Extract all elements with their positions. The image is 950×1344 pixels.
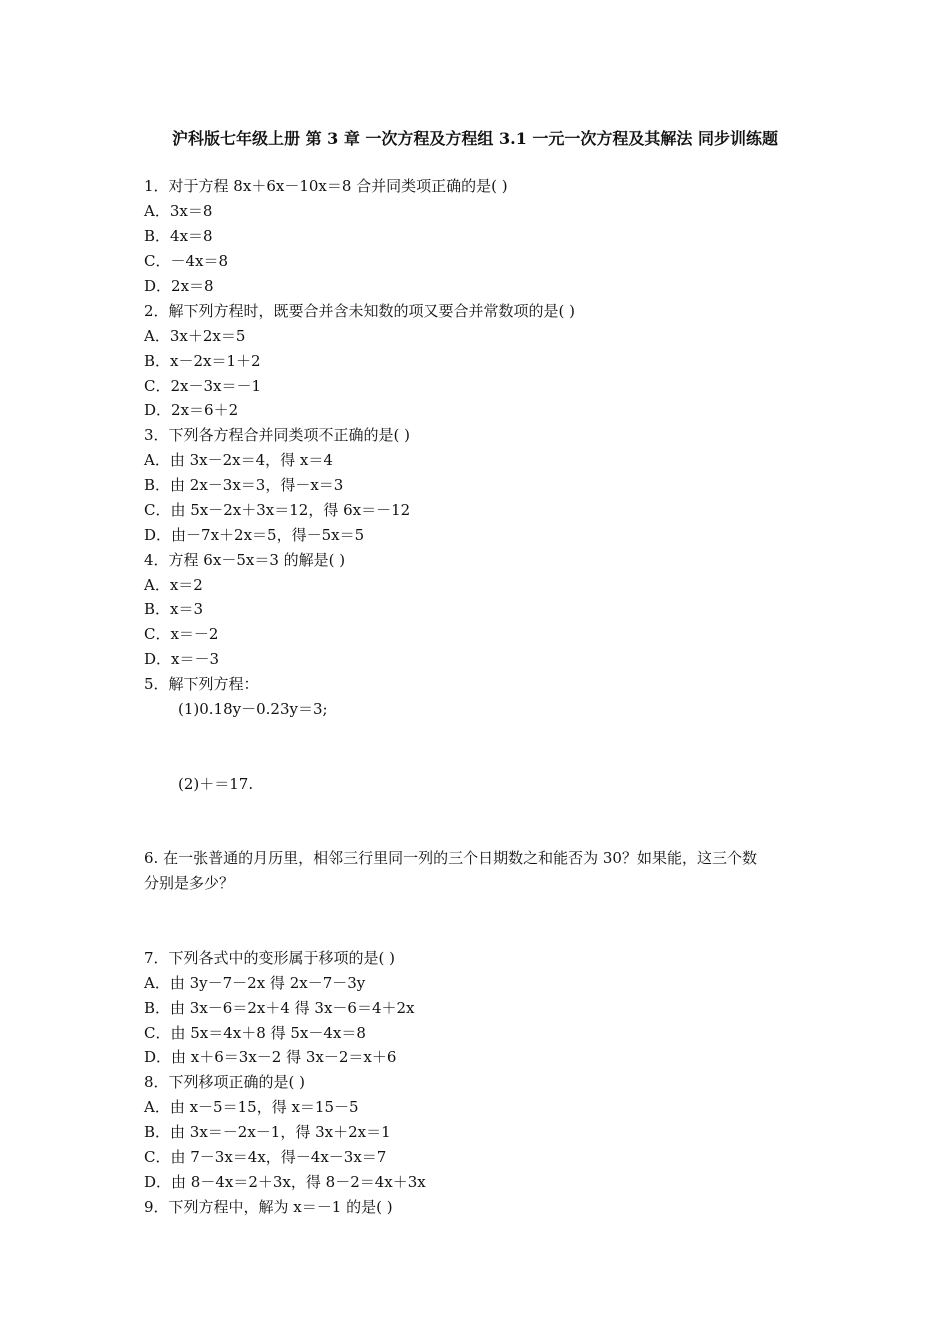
question-2-option-d: D．2x＝6＋2 bbox=[144, 401, 239, 419]
question-3-option-b: B．由 2x－3x＝3，得－x＝3 bbox=[144, 476, 344, 494]
question-8-stem: 8．下列移项正确的是( ) bbox=[144, 1073, 306, 1091]
question-3-stem: 3．下列各方程合并同类项不正确的是( ) bbox=[144, 426, 411, 444]
question-1-option-c: C．－4x＝8 bbox=[144, 252, 229, 270]
question-4-option-a: A．x＝2 bbox=[144, 576, 203, 594]
question-1-option-d: D．2x＝8 bbox=[144, 277, 214, 295]
question-3-option-a: A．由 3x－2x＝4，得 x＝4 bbox=[144, 451, 333, 469]
question-3-option-c: C．由 5x－2x＋3x＝12，得 6x＝－12 bbox=[144, 501, 411, 519]
question-5-part-1: (1)0.18y－0.23y＝3; bbox=[178, 700, 328, 718]
question-8-option-a: A．由 x－5＝15，得 x＝15－5 bbox=[144, 1098, 359, 1116]
question-6-stem: 6. 在一张普通的月历里，相邻三行里同一列的三个日期数之和能否为 30？如果能，这三个数 bbox=[144, 849, 757, 867]
question-8-option-b: B．由 3x＝－2x－1，得 3x＋2x＝1 bbox=[144, 1123, 391, 1141]
question-7-stem: 7．下列各式中的变形属于移项的是( ) bbox=[144, 949, 396, 967]
question-2-option-c: C．2x－3x＝－1 bbox=[144, 377, 262, 395]
question-4-option-d: D．x＝－3 bbox=[144, 650, 220, 668]
question-2-option-a: A．3x＋2x＝5 bbox=[144, 327, 246, 345]
question-4-option-c: C．x＝－2 bbox=[144, 625, 219, 643]
question-3-option-d: D．由－7x＋2x＝5，得－5x＝5 bbox=[144, 526, 365, 544]
question-8-option-d: D．由 8－4x＝2＋3x，得 8－2＝4x＋3x bbox=[144, 1173, 426, 1191]
question-5-part-2: (2)＋＝17. bbox=[178, 775, 254, 793]
question-9-stem: 9．下列方程中，解为 x＝－1 的是( ) bbox=[144, 1198, 393, 1216]
question-6-stem-continued: 分别是多少？ bbox=[144, 874, 235, 892]
question-7-option-a: A．由 3y－7－2x 得 2x－7－3y bbox=[144, 974, 366, 992]
question-1-option-b: B．4x＝8 bbox=[144, 227, 213, 245]
question-7-option-d: D．由 x＋6＝3x－2 得 3x－2＝x＋6 bbox=[144, 1048, 397, 1066]
question-4-stem: 4．方程 6x－5x＝3 的解是( ) bbox=[144, 551, 346, 569]
document-title: 沪科版七年级上册 第 3 章 一次方程及方程组 3.1 一元一次方程及其解法 同步训练题 bbox=[172, 129, 778, 148]
question-5-stem: 5．解下列方程： bbox=[144, 675, 259, 693]
question-2-stem: 2．解下列方程时，既要合并含未知数的项又要合并常数项的是( ) bbox=[144, 302, 576, 320]
question-1-stem: 1．对于方程 8x＋6x－10x＝8 合并同类项正确的是( ) bbox=[144, 177, 508, 195]
question-1-option-a: A．3x＝8 bbox=[144, 202, 213, 220]
question-8-option-c: C．由 7－3x＝4x，得－4x－3x＝7 bbox=[144, 1148, 387, 1166]
question-7-option-c: C．由 5x＝4x＋8 得 5x－4x＝8 bbox=[144, 1024, 366, 1042]
question-2-option-b: B．x－2x＝1＋2 bbox=[144, 352, 261, 370]
question-7-option-b: B．由 3x－6＝2x＋4 得 3x－6＝4＋2x bbox=[144, 999, 415, 1017]
question-4-option-b: B．x＝3 bbox=[144, 600, 204, 618]
